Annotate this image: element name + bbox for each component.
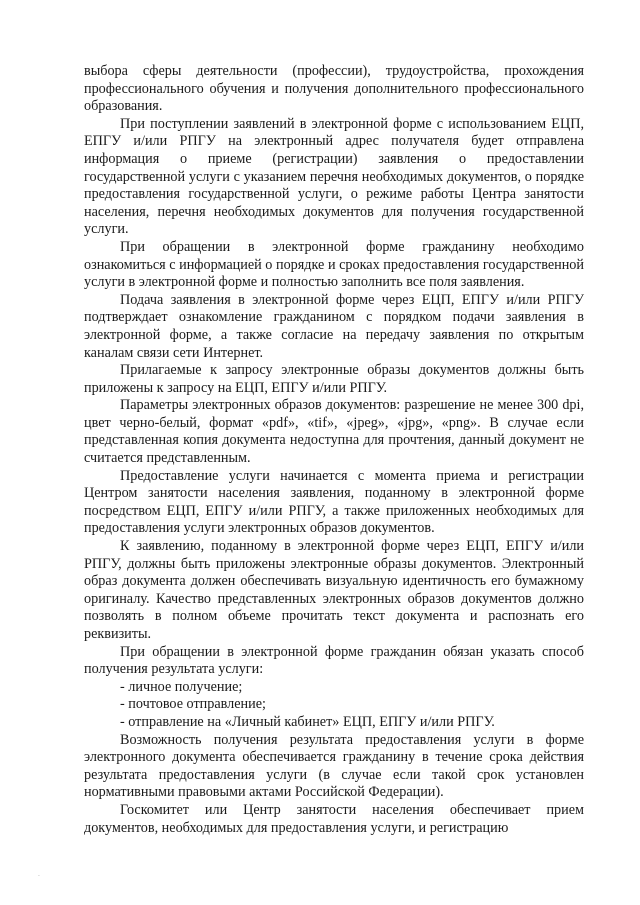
paragraph: Подача заявления в электронной форме через ЕЦП, ЕПГУ и/или РПГУ подтверждает ознакомление гражданином с порядком подачи заявления в электронной форме, а также согласие на передачу заявления по открытым каналам связи сети Интернет. xyxy=(84,291,584,361)
paragraph: Прилагаемые к запросу электронные образы документов должны быть приложены к запросу на ЕЦП, ЕПГУ и/или РПГУ. xyxy=(84,362,584,396)
paragraph: Госкомитет или Центр занятости населения обеспечивает прием документов, необходимых для предоставления услуги, и регистрацию xyxy=(84,801,584,836)
paragraph: Параметры электронных образов документов: разрешение не менее 300 dpi, цвет черно-белый, формат «pdf», «tif», «jpeg», «jpg», «png». В случае если представленная копия документа недоступна для прочтения, данный документ не считается представленным. xyxy=(84,397,584,467)
list-item: - почтовое отправление; xyxy=(120,696,266,713)
paragraph: К заявлению, поданному в электронной форме через ЕЦП, ЕПГУ и/или РПГУ, должны быть приложены электронные образы документов. Электронный образ документа должен обеспечивать визуальную идентичность его бумажному оригиналу. Качество представленных электронных образов документов должно позволять в полном объеме прочитать текст документа и распознать его реквизиты. xyxy=(84,538,584,642)
paragraph: При обращении в электронной форме гражданину необходимо ознакомиться с информацией о порядке и сроках предоставления государственной услуги в электронной форме и полностью заполнить все поля заявления. xyxy=(84,238,584,291)
paragraph: При поступлении заявлений в электронной форме с использованием ЕЦП, ЕПГУ и/или РПГУ на электронный адрес получателя будет отправлена информация о приеме (регистрации) заявления о предоставлении государственной услуги с указанием перечня необходимых документов, о порядке предоставления государственной услуги, о режиме работы Центра занятости населения, перечня необходимых документов для получения государственной услуги. xyxy=(84,115,584,238)
paragraph: Предоставление услуги начинается с момента приема и регистрации Центром занятости населения заявления, поданному в электронной форме посредством ЕЦП, ЕПГУ и/или РПГУ, а также приложенных необходимых для предоставления услуги электронных образов документов. xyxy=(84,467,584,537)
list-item: - личное получение; xyxy=(120,678,243,695)
margin-mark: · xyxy=(38,873,40,880)
paragraph-continuation: выбора сферы деятельности (профессии), трудоустройства, прохождения профессионального обучения и получения дополнительного профессионального образования. xyxy=(84,63,584,115)
paragraph: При обращении в электронной форме гражданин обязан указать способ получения результата услуги: xyxy=(84,643,584,678)
document-page xyxy=(84,63,584,837)
list-item: - отправление на «Личный кабинет» ЕЦП, ЕПГУ и/или РПГУ. xyxy=(120,713,495,730)
paragraph: Возможность получения результата предоставления услуги в форме электронного документа обеспечивается гражданину в течение срока действия результата предоставления услуги (в случае если такой срок установлен нормативными правовыми актами Российской Федерации). xyxy=(84,731,584,801)
